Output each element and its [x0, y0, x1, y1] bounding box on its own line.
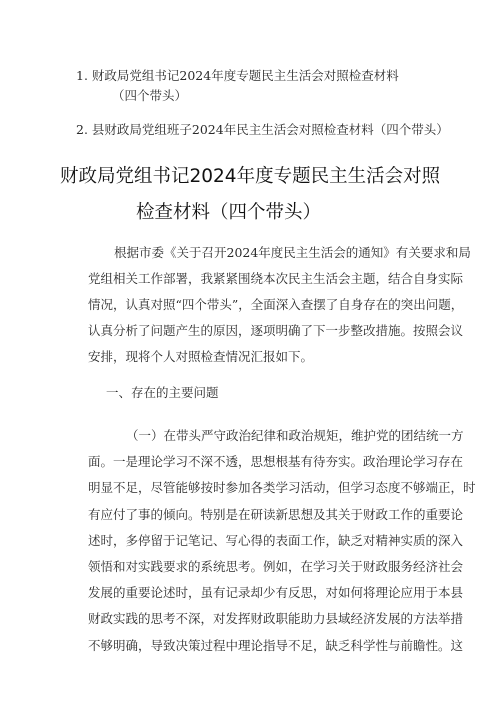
paragraph-line: 不够明确，导致决策过程中理论指导不足，缺乏科学性与前瞻性。这: [88, 637, 464, 653]
document-title: [60, 159, 460, 231]
paragraph-line: 有应付了事的倾向。特别是在研读新思想及其关于财政工作的重要论: [88, 506, 464, 522]
toc-item-2[interactable]: 2. 县财政局党组班子2024年民主生活会对照检查材料（四个带头）: [76, 122, 449, 137]
paragraph-line: 面。一是理论学习不深不透，思想根基有待夯实。政治理论学习存在: [88, 454, 464, 470]
paragraph-line: 领悟和对实践要求的系统思考。例如，在学习关于财政服务经济社会: [88, 559, 464, 575]
toc-item-1[interactable]: 1. 财政局党组书记2024年度专题民主生活会对照检查材料: [76, 68, 399, 83]
intro-line: 安排，现将个人对照检查情况汇报如下。: [88, 349, 314, 364]
intro-line: 认真分析了问题产生的原因，逐项明确了下一步整改措施。按照会议: [88, 323, 464, 338]
toc-item-1-continuation[interactable]: （四个带头）: [112, 88, 188, 103]
paragraph-line: （一）在带头严守政治纪律和政治规矩，维护党的团结统一方: [126, 428, 464, 443]
paragraph-line: 发展的重要论述时，虽有记录却少有反思，对如何将理论应用于本县: [88, 585, 464, 601]
paragraph-line: 财政实践的思考不深，对发挥财政职能助力县域经济发展的方法举措: [88, 611, 464, 627]
section-heading: 一、存在的主要问题: [106, 385, 219, 400]
intro-paragraph: [88, 240, 471, 370]
paragraph-line: 明显不足，尽管能够按时参加各类学习活动，但学习态度不够端正，时: [88, 480, 476, 496]
intro-line: 党组相关工作部署，我紧紧围绕本次民主生活会主题，结合自身实际: [88, 271, 464, 286]
body-paragraph: [88, 423, 476, 659]
paragraph-line: 述时，多停留于记笔记、写心得的表面工作，缺乏对精神实质的深入: [88, 532, 464, 548]
table-of-contents: [76, 66, 449, 140]
title-line-1: 财政局党组书记2024年度专题民主生活会对照: [60, 166, 441, 187]
intro-line: 根据市委《关于召开2024年度民主生活会的通知》有关要求和局: [114, 245, 471, 260]
intro-line: 情况，认真对照“四个带头”，全面深入查摆了自身存在的突出问题，: [88, 297, 464, 312]
title-line-2: 检查材料（四个带头）: [136, 202, 322, 223]
